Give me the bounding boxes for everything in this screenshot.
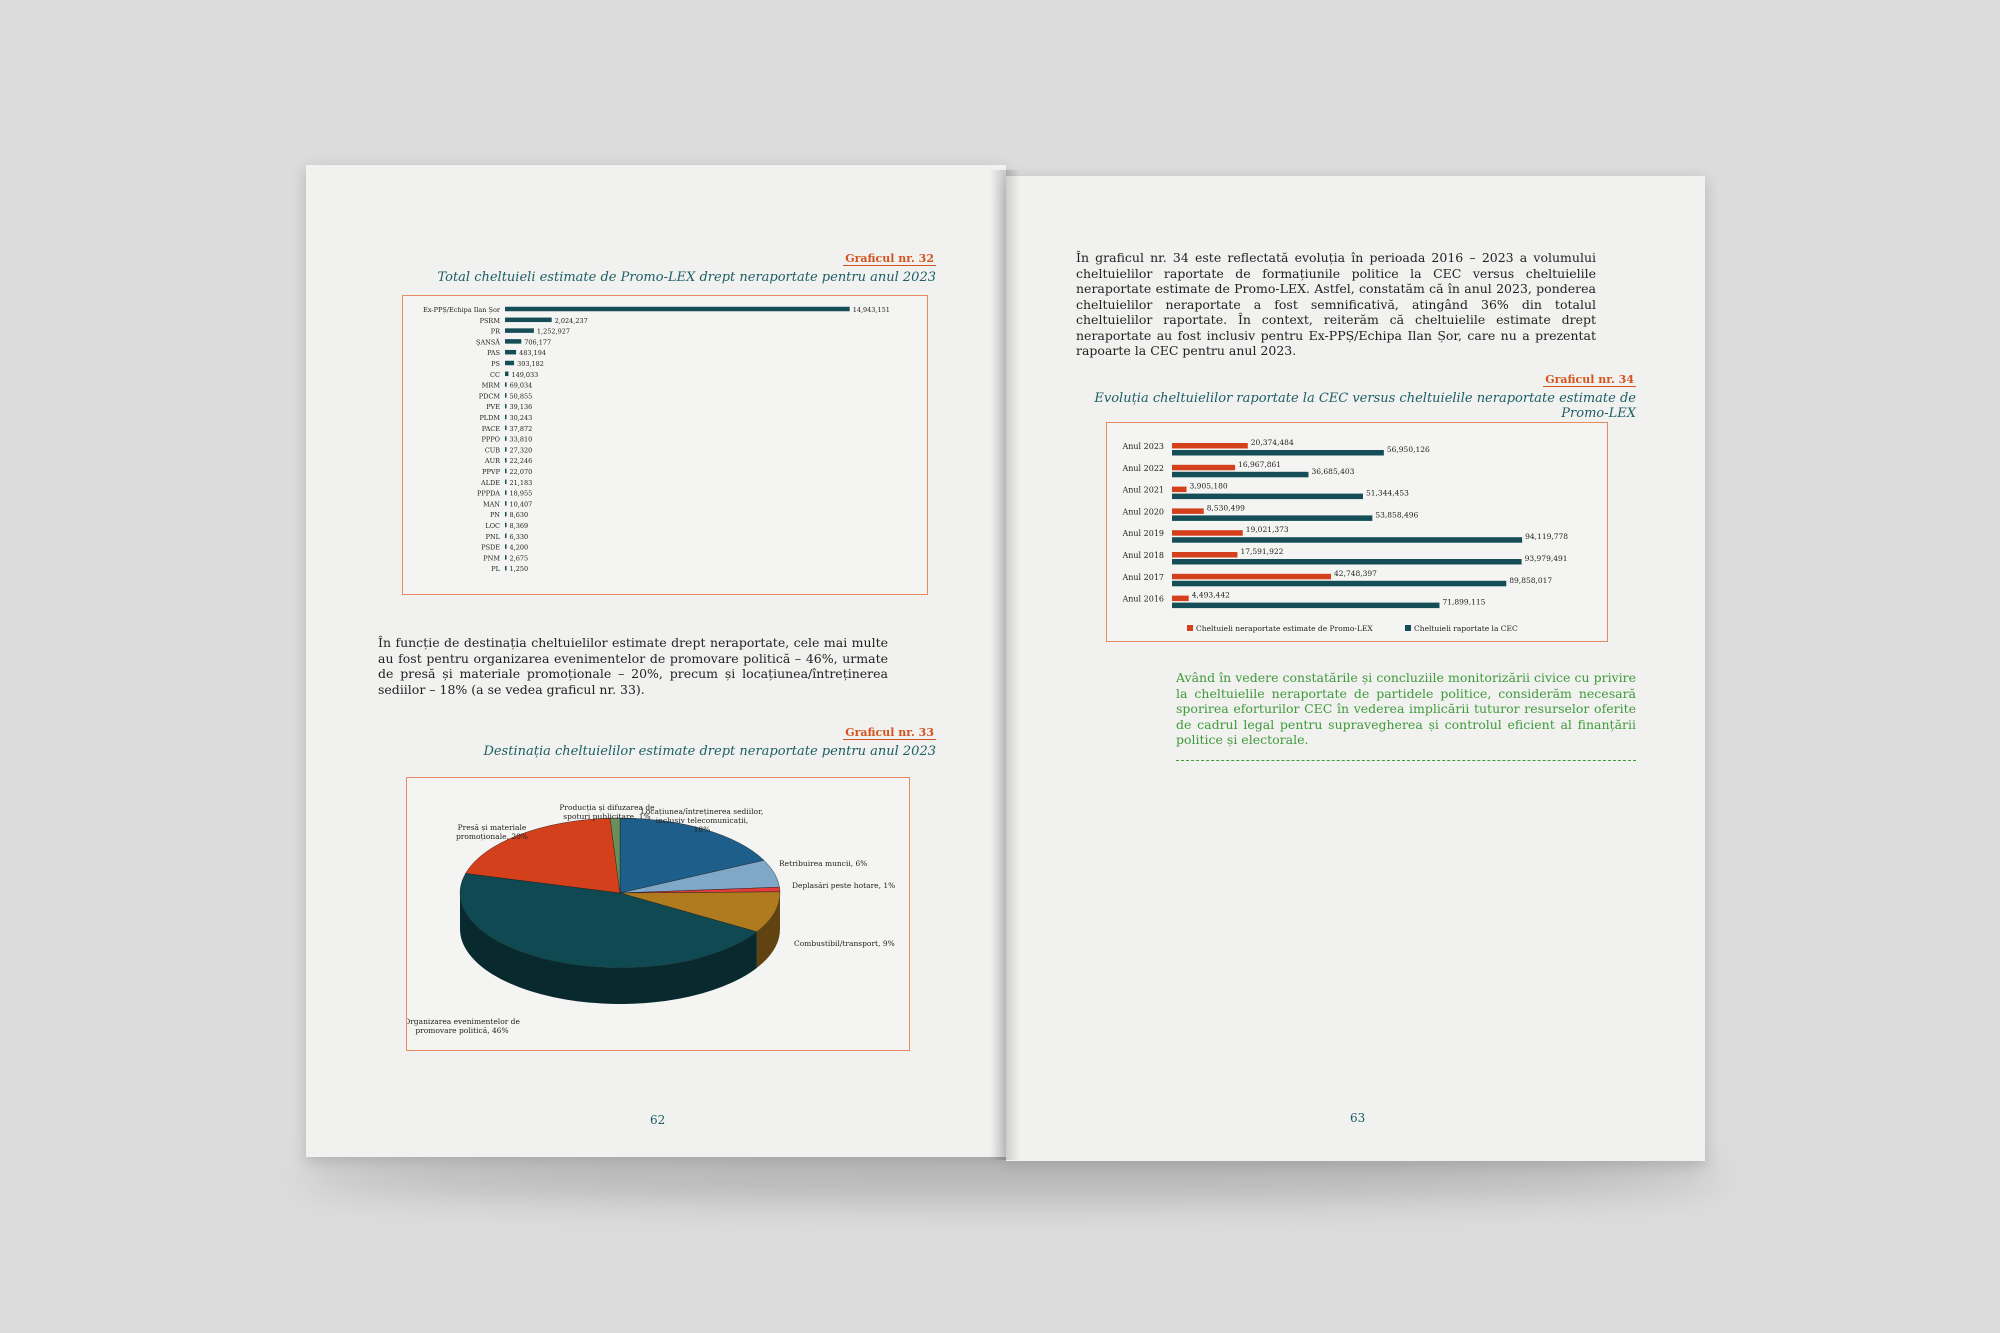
chart34-value-label: 20,374,484 bbox=[1250, 438, 1294, 447]
chart32-category-label: CUB bbox=[484, 446, 500, 455]
chart34-value-label: 56,950,126 bbox=[1386, 445, 1430, 454]
chart34-bar bbox=[1172, 574, 1331, 580]
chart32-title: Total cheltuieli estimate de Promo-LEX drept neraportate pentru anul 2023 bbox=[437, 270, 936, 285]
chart33-slice-label: Deplasări peste hotare, 1% bbox=[792, 881, 896, 890]
chart32-category-label: PVE bbox=[486, 403, 500, 412]
chart32-category-label: PPPDA bbox=[476, 489, 500, 498]
chart34-legend-label: Cheltuieli raportate la CEC bbox=[1414, 624, 1518, 633]
chart32-bar bbox=[505, 393, 507, 398]
chart32-category-label: MRM bbox=[481, 381, 500, 390]
dashed-separator bbox=[1176, 760, 1636, 761]
chart33-frame bbox=[406, 777, 910, 1051]
chart33-slice-label: Combustibil/transport, 9% bbox=[794, 939, 895, 948]
chart34-bar bbox=[1172, 450, 1384, 456]
chart32-bar bbox=[505, 534, 507, 539]
chart34-category-label: Anul 2021 bbox=[1122, 485, 1164, 495]
chart33-svg bbox=[407, 778, 909, 1050]
chart32-category-label: PR bbox=[490, 327, 500, 336]
chart32-category-label: PACE bbox=[481, 424, 500, 433]
chart33-title: Destinația cheltuielilor estimate drept neraportate pentru anul 2023 bbox=[483, 744, 936, 759]
chart34-legend-swatch bbox=[1187, 625, 1193, 631]
chart32-category-label: Ex-PPȘ/Echipa Ilan Șor bbox=[423, 306, 500, 314]
chart34-label: Graficul nr. 34 bbox=[1545, 373, 1634, 386]
chart32-category-label: PNL bbox=[485, 532, 500, 541]
chart32-bar bbox=[505, 339, 521, 344]
book-gutter bbox=[990, 170, 1020, 1160]
chart32-value-label: 10,407 bbox=[509, 500, 533, 509]
chart32-value-label: 2,024,237 bbox=[554, 316, 588, 325]
chart32-bar bbox=[505, 555, 507, 560]
chart33-slice-label: Retribuirea muncii, 6% bbox=[779, 859, 868, 868]
chart32-category-label: AUR bbox=[484, 457, 500, 466]
chart32-bar bbox=[505, 523, 507, 528]
chart32-category-label: ALDE bbox=[481, 478, 500, 487]
chart32-bar bbox=[505, 447, 507, 452]
chart34-value-label: 36,685,403 bbox=[1311, 466, 1355, 476]
chart34-value-label: 19,021,373 bbox=[1245, 525, 1289, 535]
chart32-category-label: LOC bbox=[485, 522, 500, 530]
chart34-bar bbox=[1172, 472, 1308, 478]
chart34-category-label: Anul 2020 bbox=[1122, 507, 1164, 517]
chart32-category-label: PDCM bbox=[478, 392, 500, 401]
chart34-legend-label: Cheltuieli neraportate estimate de Promo-LEX bbox=[1196, 624, 1373, 633]
chart33-label: Graficul nr. 33 bbox=[845, 726, 934, 739]
chart34-title: Evoluția cheltuielilor raportate la CEC versus cheltuielile neraportate estimate de Promo-LEX bbox=[1094, 391, 1636, 421]
chart32-category-label: ȘANSĂ bbox=[476, 338, 500, 347]
chart32-category-label: PPVP bbox=[482, 468, 500, 476]
chart34-bar bbox=[1172, 465, 1235, 471]
chart32-category-label: PN bbox=[489, 511, 500, 520]
chart32-frame bbox=[402, 295, 928, 595]
chart34-category-label: Anul 2016 bbox=[1122, 594, 1164, 604]
chart34-bar bbox=[1172, 559, 1522, 565]
page-number-right: 63 bbox=[1350, 1111, 1366, 1125]
chart32-bar bbox=[505, 501, 507, 506]
chart33-slice-label: Producția și difuzarea de spoturi publicitare, 1% bbox=[559, 803, 655, 821]
chart34-value-label: 93,979,491 bbox=[1524, 554, 1568, 563]
chart34-svg bbox=[1107, 423, 1607, 641]
chart32-value-label: 8,369 bbox=[509, 522, 529, 530]
chart32-category-label: PS bbox=[491, 360, 500, 368]
chart34-value-label: 4,493,442 bbox=[1191, 590, 1230, 600]
chart34-value-label: 71,899,115 bbox=[1442, 597, 1486, 607]
chart32-bar bbox=[505, 318, 552, 323]
page-number-left: 62 bbox=[650, 1113, 666, 1127]
chart32-category-label: PSRM bbox=[479, 316, 500, 325]
chart34-bar bbox=[1172, 603, 1439, 609]
chart32-bar bbox=[505, 328, 534, 333]
right-intro: În graficul nr. 34 este reflectată evoluția în perioada 2016 – 2023 a volumului cheltuielilor raportate de formațiunile politice la CEC versus cheltuielile neraportate estimate de Promo-LEX. Astfel, constatăm că în anul 2023, ponderea cheltuielilor neraportate a fost semnificativă, atingând 36% din totalul cheltuielilor raportate. În context, reiterăm că cheltuielile estimate drept neraportate au fost inclusiv pentru Ex-PPȘ/Echipa Ilan Șor, care nu a prezentat rapoarte la CEC pentru anul 2023. bbox=[1076, 250, 1596, 358]
chart33-slice-label: Organizarea evenimentelor de promovare politică, 46% bbox=[407, 1017, 520, 1035]
chart32-value-label: 27,320 bbox=[509, 446, 533, 455]
chart32-value-label: 483,194 bbox=[519, 349, 547, 358]
chart34-value-label: 51,344,453 bbox=[1366, 488, 1409, 498]
right-page bbox=[1006, 176, 1705, 1161]
chart32-value-label: 18,955 bbox=[509, 489, 533, 498]
chart34-legend-swatch bbox=[1405, 625, 1411, 631]
chart32-value-label: 21,183 bbox=[509, 478, 533, 487]
chart32-bar bbox=[505, 512, 507, 517]
chart32-value-label: 37,872 bbox=[509, 424, 533, 433]
chart32-bar bbox=[505, 307, 850, 312]
chart32-category-label: PL bbox=[491, 565, 500, 574]
chart32-bar bbox=[505, 372, 508, 377]
chart34-value-label: 16,967,861 bbox=[1238, 459, 1282, 469]
chart34-category-label: Anul 2019 bbox=[1122, 529, 1164, 539]
left-page bbox=[306, 165, 1006, 1157]
chart32-bar bbox=[505, 458, 507, 463]
chart34-bar bbox=[1172, 530, 1243, 536]
chart34-value-label: 17,591,922 bbox=[1240, 547, 1284, 556]
chart34-bar bbox=[1172, 508, 1204, 514]
chart34-bar bbox=[1172, 443, 1248, 449]
chart32-category-label: PLDM bbox=[479, 414, 500, 422]
chart34-value-label: 94,119,778 bbox=[1525, 532, 1569, 542]
chart33-heading bbox=[406, 721, 936, 759]
chart32-value-label: 706,177 bbox=[524, 338, 552, 347]
chart32-bar bbox=[505, 566, 507, 571]
chart34-bar bbox=[1172, 581, 1506, 587]
chart34-value-label: 53,858,496 bbox=[1375, 510, 1419, 520]
chart32-heading bbox=[406, 247, 936, 285]
chart32-bar bbox=[505, 436, 507, 441]
chart32-value-label: 33,810 bbox=[509, 435, 533, 444]
chart32-value-label: 8,630 bbox=[509, 511, 529, 520]
chart32-category-label: PSDE bbox=[481, 543, 500, 552]
chart34-bar bbox=[1172, 494, 1363, 500]
chart32-value-label: 149,033 bbox=[511, 370, 539, 379]
chart33-slice-label: Presă și materiale promoționale, 20% bbox=[455, 823, 529, 841]
chart32-value-label: 14,943,151 bbox=[852, 306, 890, 314]
chart32-bar bbox=[505, 404, 507, 409]
chart32-bar bbox=[505, 415, 507, 420]
chart34-frame bbox=[1106, 422, 1608, 642]
chart32-svg bbox=[403, 296, 927, 594]
right-conclusion: Având în vedere constatările și concluziile monitorizării civice cu privire la cheltuielile neraportate de partidele politice, considerăm necesară sporirea eforturilor CEC în vederea implicării tuturor resurselor oferite de cadrul legal pentru supravegherea și controlul eficient al finanțării politice și electorale. bbox=[1176, 670, 1636, 747]
chart32-bar bbox=[505, 382, 507, 387]
left-paragraph: În funcție de destinația cheltuielilor estimate drept neraportate, cele mai multe au fost pentru organizarea evenimentelor de promovare politică – 46%, urmate de presă și materiale promoționale – 20%, precum și locațiunea/întreținerea sediilor – 18% (a se vedea graficul nr. 33). bbox=[378, 635, 888, 697]
chart32-label: Graficul nr. 32 bbox=[845, 252, 934, 265]
chart32-category-label: PPPO bbox=[481, 435, 500, 444]
chart32-value-label: 6,330 bbox=[509, 532, 529, 541]
chart32-value-label: 1,252,927 bbox=[536, 327, 570, 336]
chart32-bar bbox=[505, 480, 507, 485]
chart32-category-label: PAS bbox=[487, 349, 500, 358]
chart32-bar bbox=[505, 361, 514, 366]
chart34-bar bbox=[1172, 537, 1522, 543]
chart34-value-label: 3,905,180 bbox=[1189, 481, 1228, 491]
chart34-heading bbox=[1076, 368, 1636, 421]
chart32-value-label: 69,034 bbox=[509, 381, 533, 390]
chart34-bar bbox=[1172, 552, 1237, 558]
chart32-value-label: 50,855 bbox=[509, 392, 533, 401]
chart32-bar bbox=[505, 469, 507, 474]
chart32-value-label: 30,243 bbox=[509, 414, 533, 422]
chart34-bar bbox=[1172, 487, 1187, 493]
chart32-value-label: 22,070 bbox=[509, 468, 533, 476]
chart34-bar bbox=[1172, 596, 1189, 602]
chart34-category-label: Anul 2018 bbox=[1122, 551, 1164, 560]
chart32-value-label: 393,182 bbox=[517, 360, 544, 368]
chart34-category-label: Anul 2022 bbox=[1122, 463, 1164, 473]
chart34-value-label: 8,530,499 bbox=[1206, 503, 1245, 513]
chart34-category-label: Anul 2017 bbox=[1122, 572, 1164, 582]
chart32-bar bbox=[505, 490, 507, 495]
chart32-category-label: CC bbox=[490, 370, 500, 379]
chart32-bar bbox=[505, 426, 507, 431]
chart34-value-label: 89,858,017 bbox=[1509, 575, 1553, 585]
chart32-bar bbox=[505, 350, 516, 355]
chart32-bar bbox=[505, 544, 507, 549]
chart32-value-label: 1,250 bbox=[509, 565, 529, 574]
chart33-slice-label: Locațiunea/întreținerea sediilor, inclusiv telecomunicații, 18% bbox=[640, 807, 764, 834]
chart32-category-label: PNM bbox=[483, 554, 500, 563]
chart34-category-label: Anul 2023 bbox=[1122, 442, 1164, 451]
chart34-value-label: 42,748,397 bbox=[1334, 568, 1377, 578]
chart34-bar bbox=[1172, 515, 1372, 521]
chart32-category-label: MAN bbox=[482, 500, 500, 509]
chart32-value-label: 4,200 bbox=[509, 543, 529, 552]
chart32-value-label: 39,136 bbox=[509, 403, 533, 412]
chart32-value-label: 2,675 bbox=[509, 554, 529, 563]
chart32-value-label: 22,246 bbox=[509, 457, 533, 466]
